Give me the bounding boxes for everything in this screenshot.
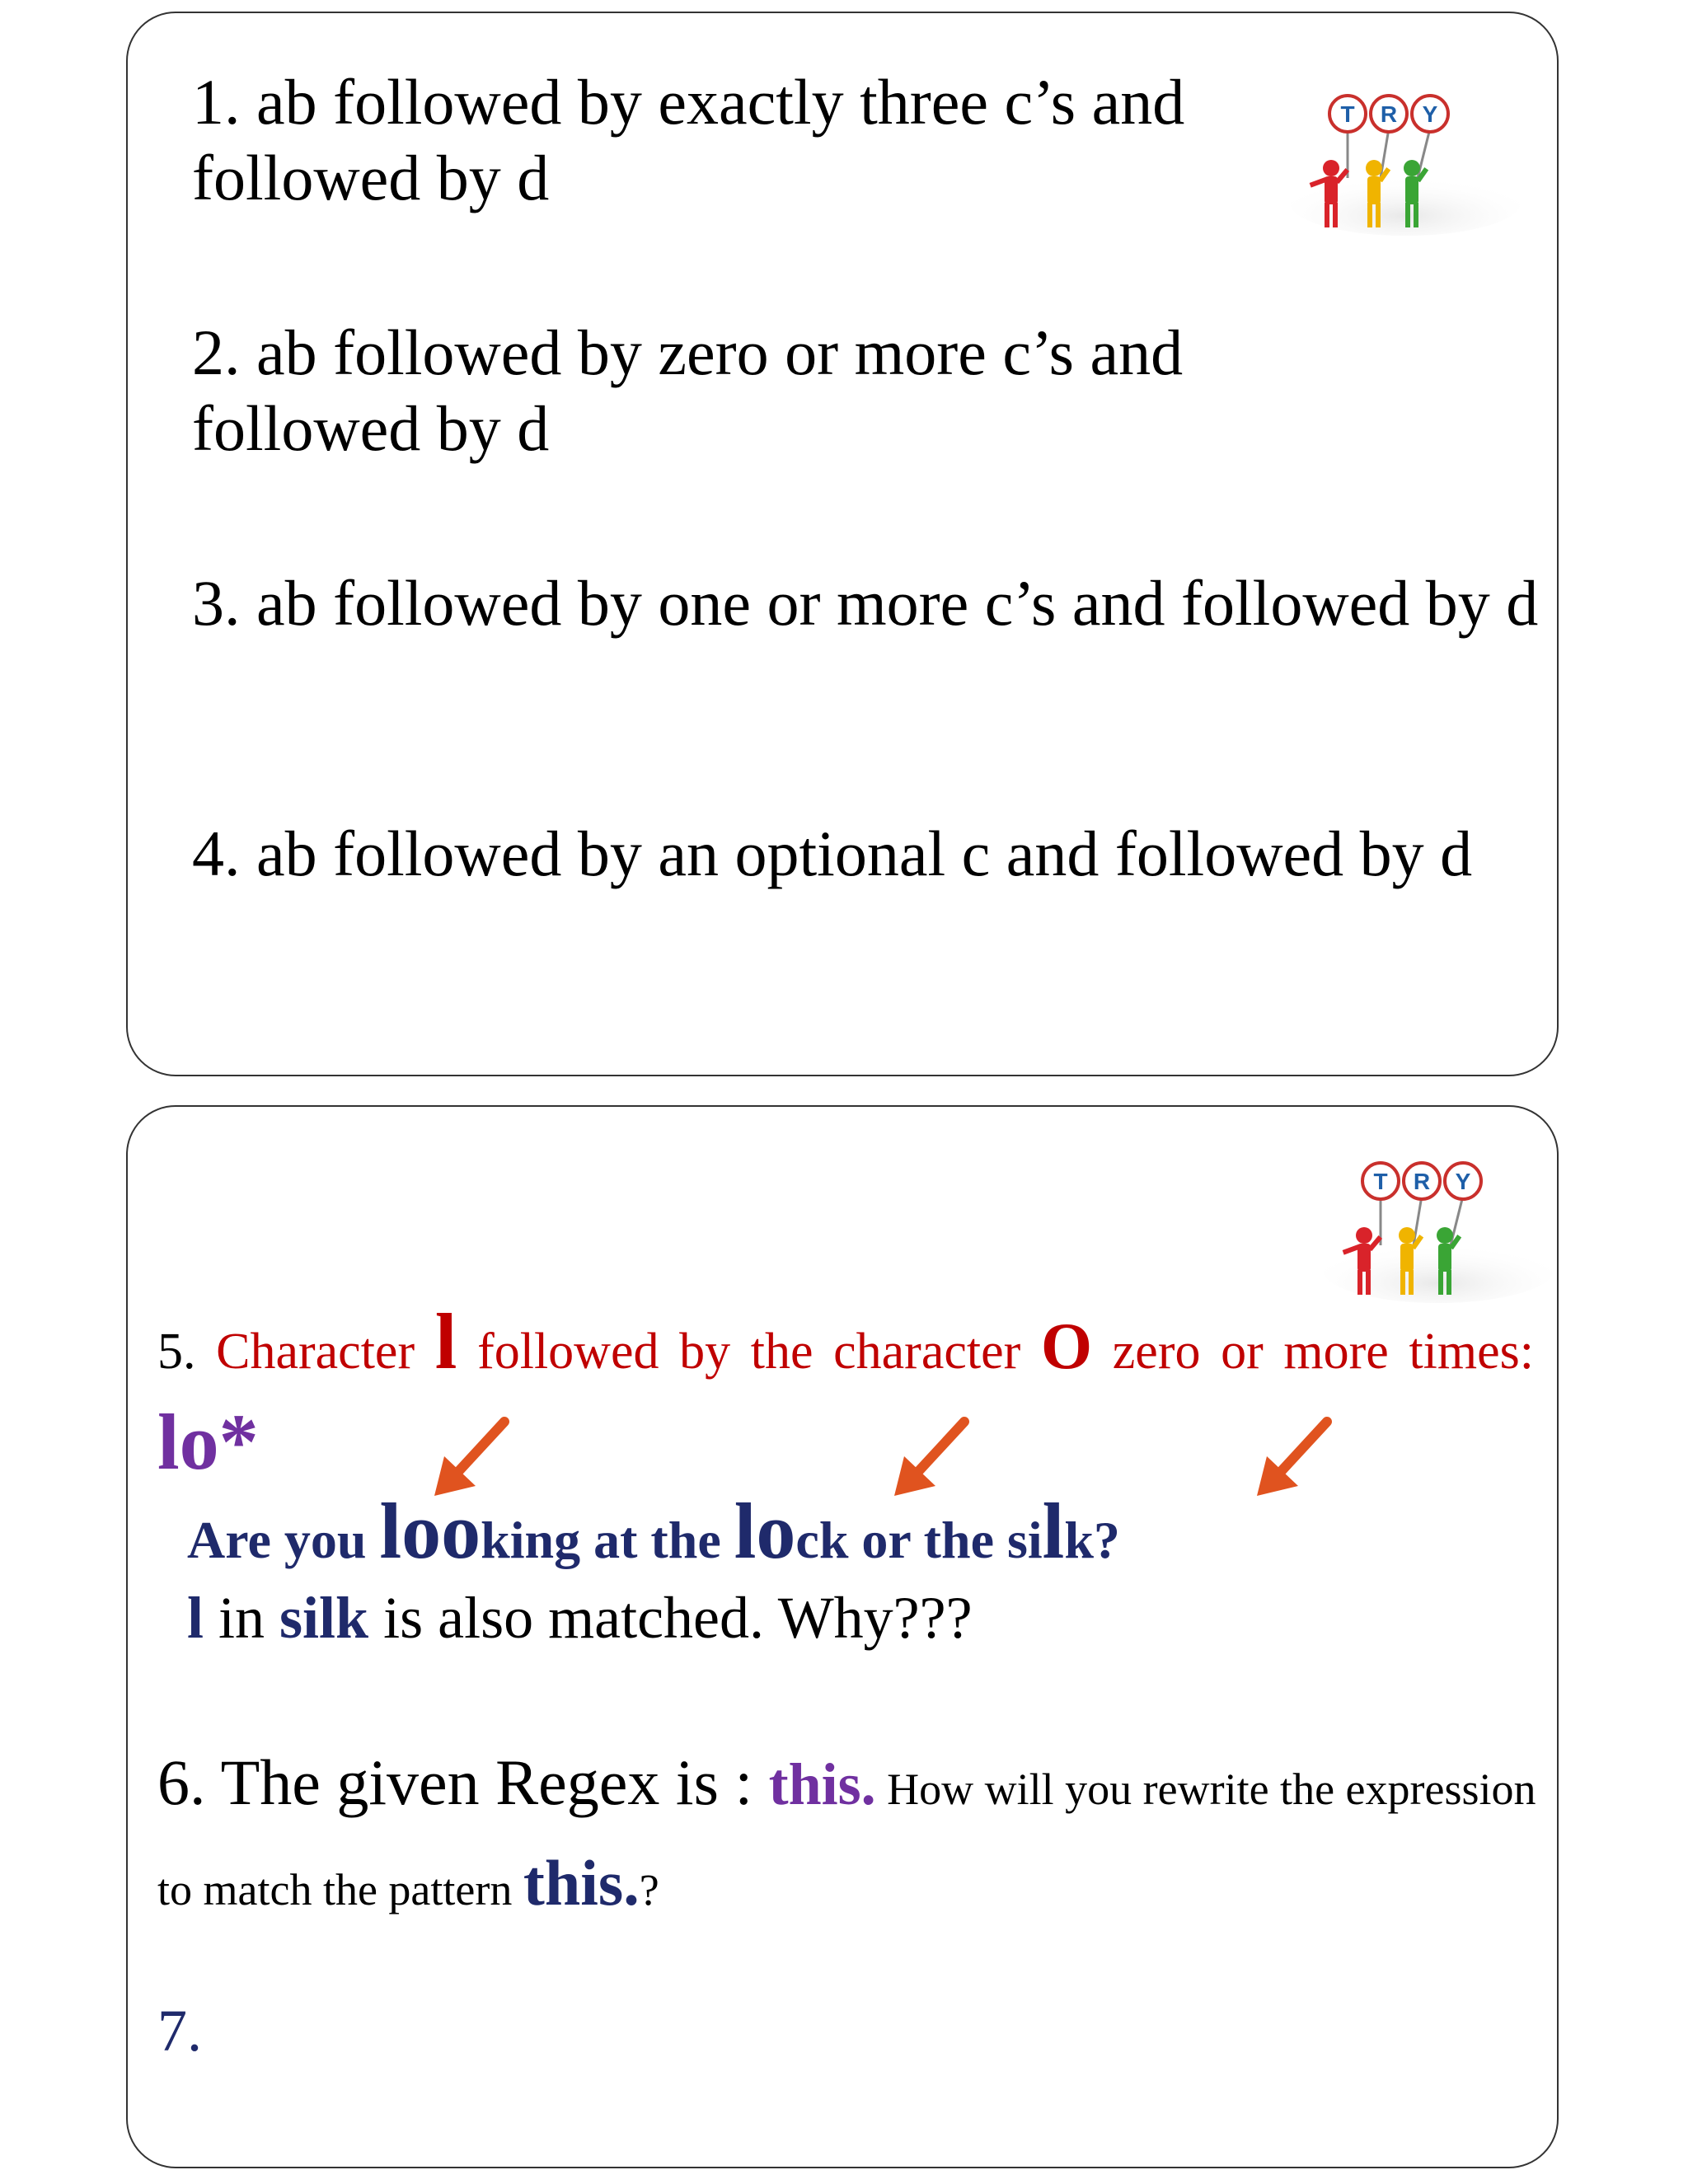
badge-letter: T [1373, 1169, 1388, 1194]
char-l: l [434, 1297, 457, 1385]
question-1: 1. ab followed by exactly three c’s and followed by d [192, 66, 1185, 213]
question-2: 2. ab followed by zero or more c’s and followed by d [192, 316, 1184, 464]
badge-letter: Y [1455, 1169, 1471, 1194]
match-highlight: l [1042, 1487, 1065, 1575]
q6-lead: 6. The given Regex is : [157, 1746, 769, 1818]
regex-lo-star: lo* [157, 1398, 259, 1486]
q6-text: How will you rewrite the expression to match the pattern [157, 1765, 1536, 1915]
question-6 [157, 1741, 1542, 1943]
example-text: k? [1064, 1511, 1120, 1569]
badge-letter: R [1413, 1169, 1431, 1194]
question-7: 7. [157, 1998, 202, 2064]
why-bold: l [187, 1585, 204, 1651]
question-3: 3. ab followed by one or more c’s and followed by d [192, 567, 1539, 639]
example-text: king at the [481, 1511, 734, 1569]
given-regex: this. [768, 1751, 876, 1817]
question-number: 5. [157, 1324, 196, 1380]
badge-letter: Y [1422, 101, 1438, 127]
why-text: is also matched. Why??? [368, 1585, 973, 1651]
try-badge-icon [1282, 79, 1529, 236]
example-text: Are you [187, 1511, 380, 1569]
example-sentence [187, 1486, 1506, 1586]
q5-text: followed by the character [457, 1324, 1041, 1380]
badge-letter: R [1380, 101, 1398, 127]
target-pattern: this. [523, 1847, 640, 1919]
question-card-2 [126, 1105, 1559, 2168]
match-highlight: loo [379, 1487, 481, 1575]
try-badge-icon [1315, 1146, 1562, 1303]
q6-end: ? [639, 1865, 659, 1915]
match-highlight: lo [734, 1487, 796, 1575]
why-bold: silk [279, 1585, 369, 1651]
why-question [187, 1577, 1506, 1659]
q5-text: zero or more times: [1092, 1324, 1534, 1380]
question-card-1 [126, 12, 1559, 1076]
q5-text: Character [195, 1324, 435, 1380]
char-o: O [1040, 1310, 1093, 1383]
question-4: 4. ab followed by an optional c and followed by d [192, 818, 1473, 889]
example-text: ck or the si [795, 1511, 1043, 1569]
badge-letter: T [1340, 101, 1355, 127]
why-text: in [204, 1585, 280, 1651]
